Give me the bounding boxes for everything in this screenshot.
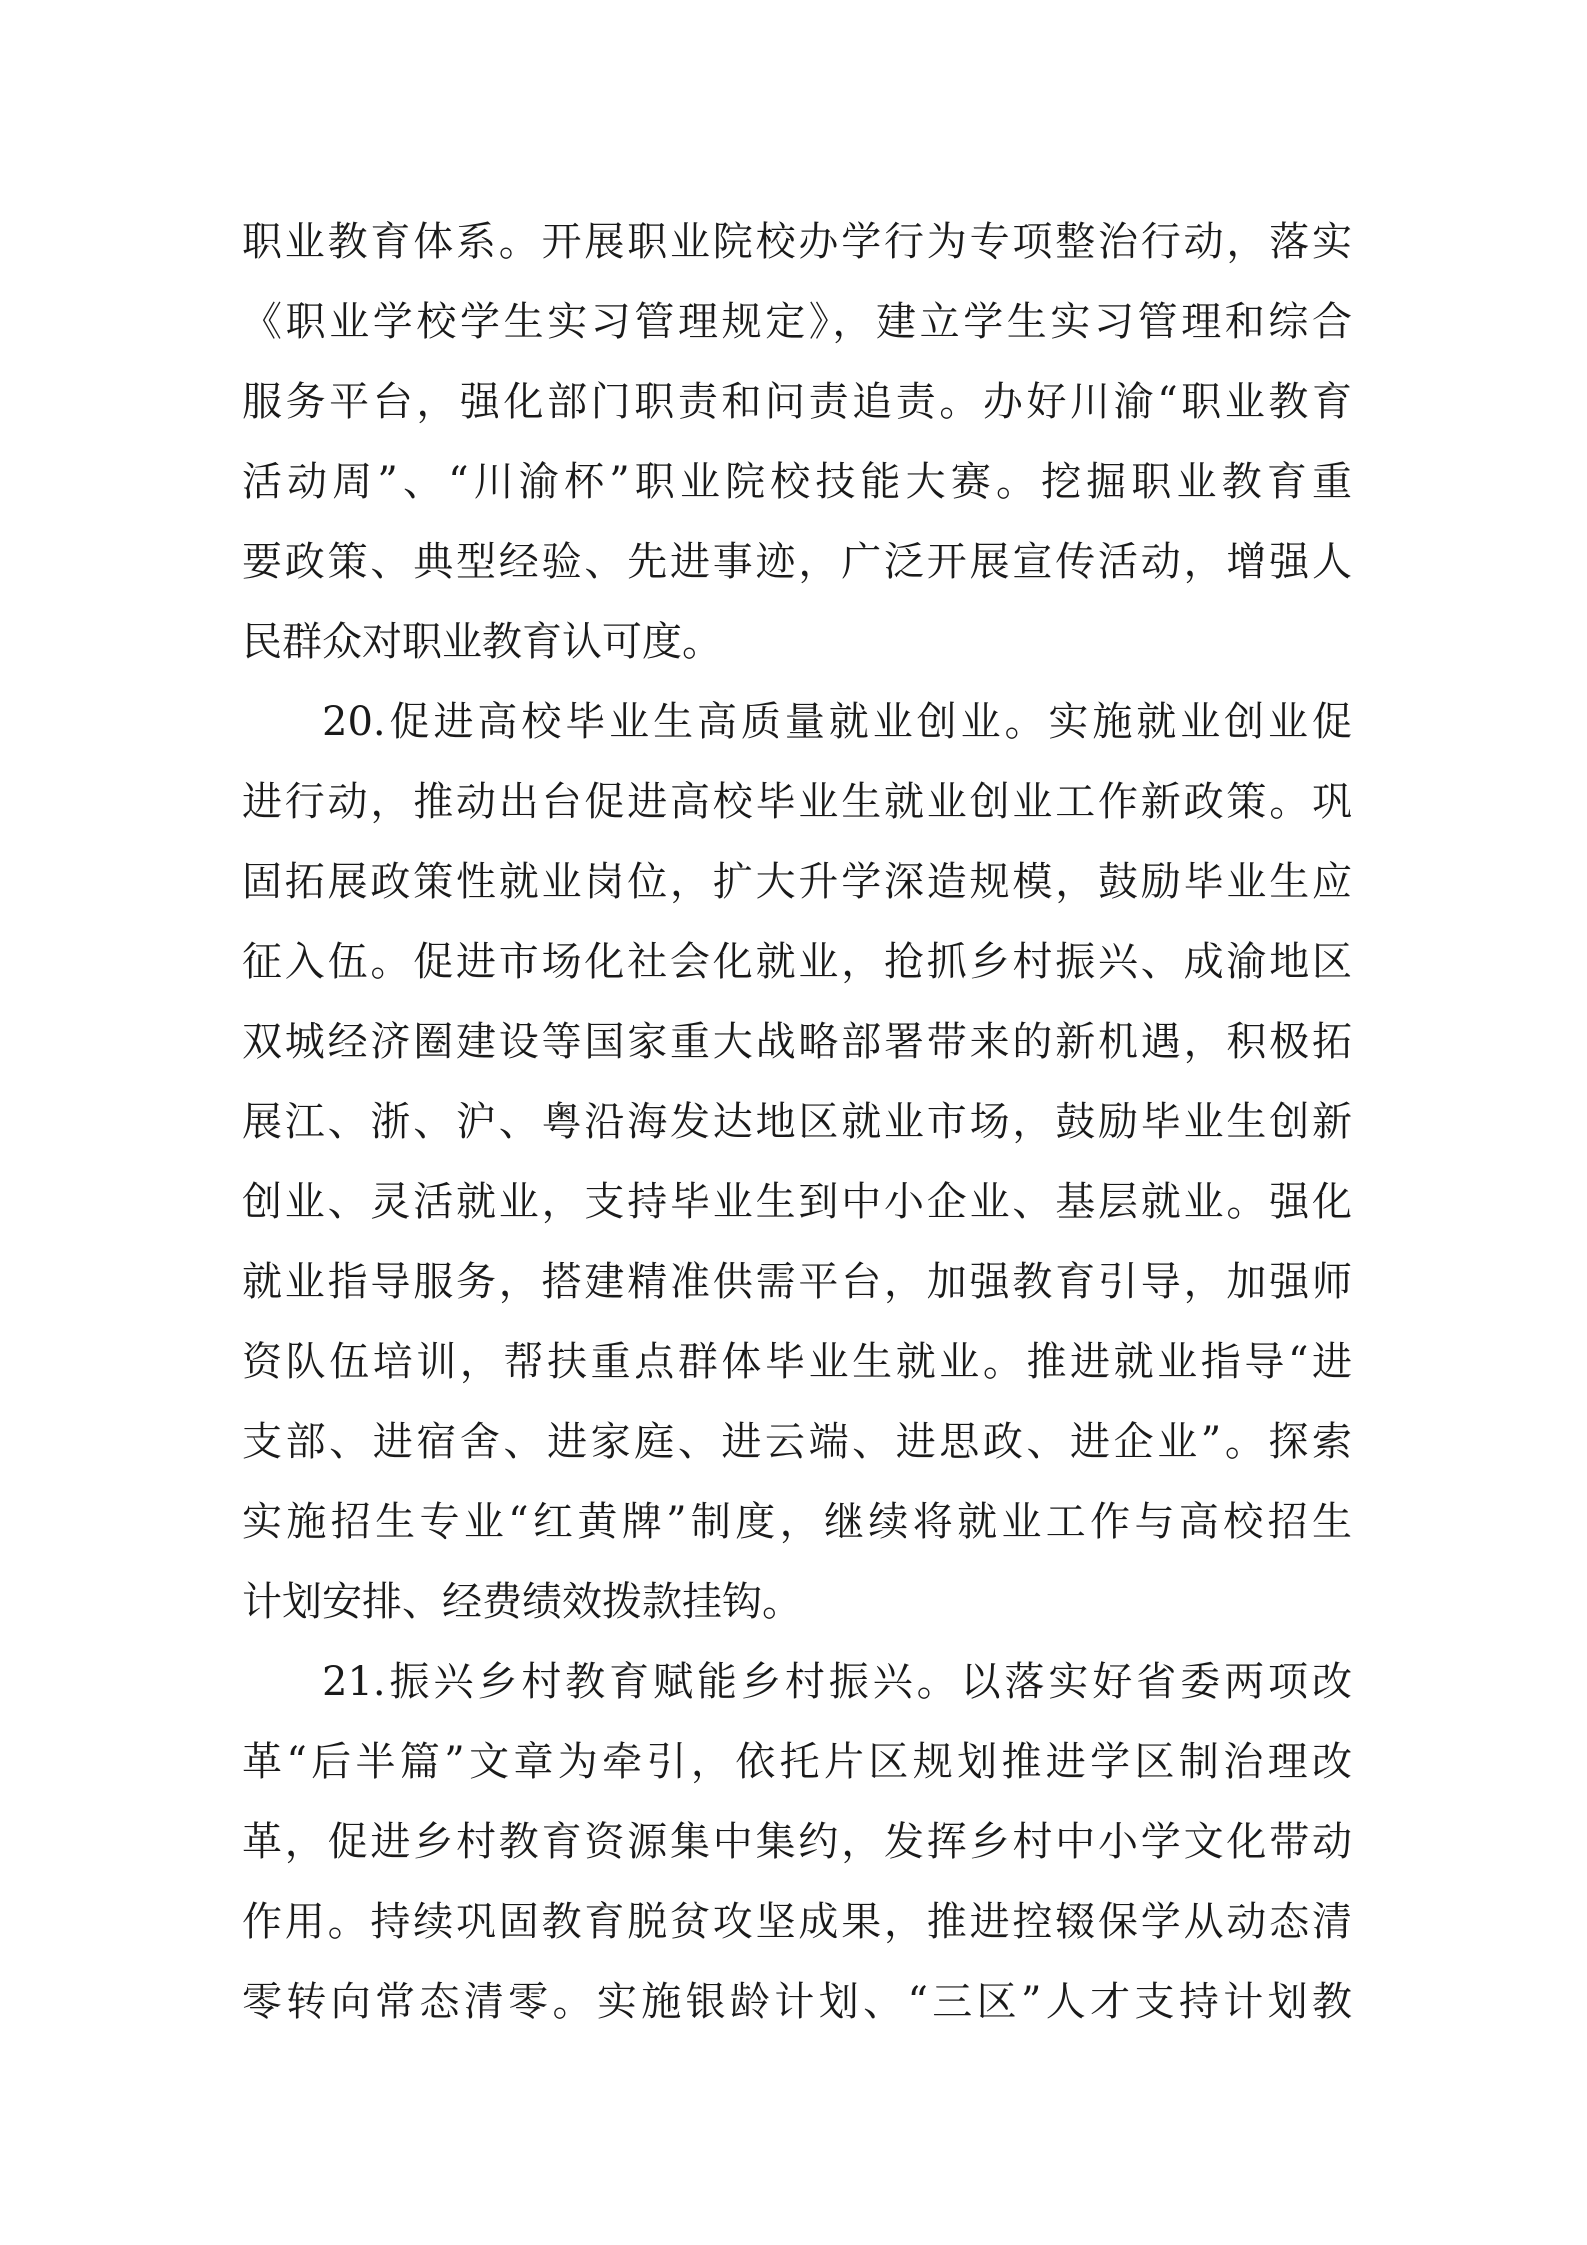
item-20-heading-line: 20.促进高校毕业生高质量就业创业。实施就业创业促	[322, 699, 1352, 745]
paragraph-line: 支部、进宿舍、进家庭、进云端、进思政、进企业”。探索	[242, 1419, 1352, 1465]
paragraph-line: 实施招生专业“红黄牌”制度，继续将就业工作与高校招生	[242, 1499, 1352, 1545]
paragraph-line: 要政策、典型经验、先进事迹，广泛开展宣传活动，增强人	[242, 539, 1352, 585]
paragraph-line: 革，促进乡村教育资源集中集约，发挥乡村中小学文化带动	[242, 1819, 1352, 1865]
paragraph-line: 进行动，推动出台促进高校毕业生就业创业工作新政策。巩	[242, 779, 1352, 825]
paragraph-line: 双城经济圈建设等国家重大战略部署带来的新机遇，积极拓	[242, 1019, 1352, 1065]
paragraph-line: 服务平台，强化部门职责和问责追责。办好川渝“职业教育	[242, 379, 1352, 425]
paragraph-line: 作用。持续巩固教育脱贫攻坚成果，推进控辍保学从动态清	[242, 1899, 1352, 1945]
paragraph-line: 《职业学校学生实习管理规定》，建立学生实习管理和综合	[242, 299, 1352, 345]
paragraph-line: 零转向常态清零。实施银龄计划、“三区”人才支持计划教	[242, 1979, 1352, 2025]
paragraph-line: 就业指导服务，搭建精准供需平台，加强教育引导，加强师	[242, 1259, 1352, 1305]
paragraph-line: 固拓展政策性就业岗位，扩大升学深造规模，鼓励毕业生应	[242, 859, 1352, 905]
paragraph-line: 创业、灵活就业，支持毕业生到中小企业、基层就业。强化	[242, 1179, 1352, 1225]
paragraph-line: 征入伍。促进市场化社会化就业，抢抓乡村振兴、成渝地区	[242, 939, 1352, 985]
paragraph-line: 活动周”、“川渝杯”职业院校技能大赛。挖掘职业教育重	[242, 459, 1352, 505]
paragraph-line: 展江、浙、沪、粤沿海发达地区就业市场，鼓励毕业生创新	[242, 1099, 1352, 1145]
paragraph-line: 革“后半篇”文章为牵引，依托片区规划推进学区制治理改	[242, 1739, 1352, 1785]
paragraph-line: 资队伍培训，帮扶重点群体毕业生就业。推进就业指导“进	[242, 1339, 1352, 1385]
paragraph-line: 计划安排、经费绩效拨款挂钩。	[242, 1579, 802, 1625]
item-21-heading-line: 21.振兴乡村教育赋能乡村振兴。以落实好省委两项改	[322, 1659, 1352, 1705]
paragraph-line: 民群众对职业教育认可度。	[242, 619, 722, 665]
paragraph-line: 职业教育体系。开展职业院校办学行为专项整治行动，落实	[242, 219, 1352, 265]
